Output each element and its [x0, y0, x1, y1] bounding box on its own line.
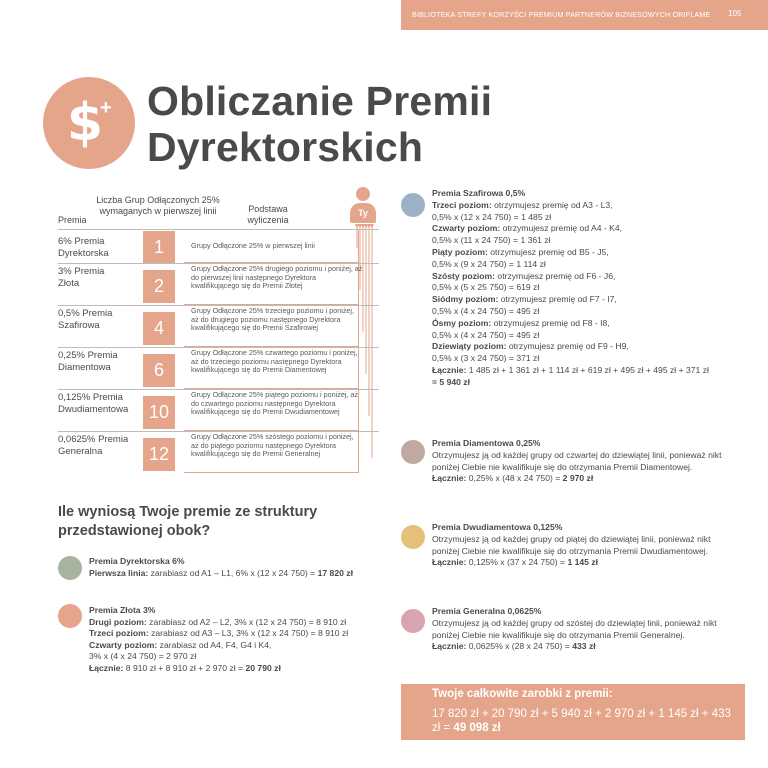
row-name-5: 0,125% Premia Dwudiamentowa: [58, 392, 129, 415]
szafirowa-p7-label: Siódmy poziom:: [432, 294, 499, 305]
row-number-2: 2: [143, 270, 175, 303]
szafirowa-title: Premia Szafirowa 0,5%: [432, 188, 526, 198]
generalna-sum-text: 0,0625% x (28 x 24 750) =: [466, 641, 573, 652]
szafirowa-p8-label: Ósmy poziom:: [432, 317, 492, 328]
szafirowa-p6-label: Szósty poziom:: [432, 270, 496, 281]
szafirowa-p4-label: Czwarty poziom:: [432, 223, 501, 234]
dwudiamentowa-title: Premia Dwudiamentowa 0,125%: [432, 522, 563, 532]
diamentowa-text: Otrzymujesz ją od każdej grupy od czwartej do dziewiątej linii, ponieważ nikt poniżej Ciebie nie kwalifikuje się do otrzymania Premii Diamentowej.: [432, 449, 722, 472]
generalna-text: Otrzymujesz ją od każdej grupy od szóstej do dziewiątej linii, ponieważ nikt poniżej Ciebie nie kwalifikuje się do otrzymania Premii Generalnej.: [432, 617, 717, 640]
row-number-1: 1: [143, 231, 175, 264]
szafirowa-p4-text: otrzymujesz premię od A4 - K4,: [500, 223, 623, 234]
row-number-4: 6: [143, 354, 175, 387]
dwudiamentowa-sum-label: Łącznie:: [432, 557, 467, 568]
dyrektorska-dot: [58, 556, 82, 580]
row-number-3: 4: [143, 312, 175, 345]
szafirowa-p4-calc: 0,5% x (11 x 24 750) = 1 361 zł: [432, 235, 551, 246]
dyrektorska-l1-text: zarabiasz od A1 – L1, 6% x (12 x 24 750) =: [148, 567, 318, 578]
row-desc-3: Grupy Odłączone 25% trzeciego poziomu i poniżej, aż do drugiego poziomu następnego Dyrektora kwalifikującego się do Premii Szafirowej: [191, 306, 355, 333]
dyrektorska-block: [89, 556, 389, 579]
total-formula: [432, 707, 732, 735]
dwudiamentowa-sum-value: 1 145 zł: [567, 557, 599, 568]
total-text: 17 820 zł + 20 790 zł + 5 940 zł + 2 970 zł + 1 145 zł + 433 zł =: [432, 708, 731, 734]
generalna-title: Premia Generalna 0,0625%: [432, 606, 542, 616]
szafirowa-p9-calc: 0,5% x (3 x 24 750) = 371 zł: [432, 353, 540, 364]
szafirowa-p5-text: otrzymujesz premię od B5 - J5,: [487, 246, 609, 257]
zlota-l2-text: zarabiasz od A3 – L3, 3% x (12 x 24 750) = 8 910 zł: [148, 628, 349, 639]
row-desc-1: Grupy Odłączone 25% w pierwszej linii: [191, 241, 315, 250]
title-line-2: Dyrektorskich: [147, 124, 424, 170]
person-icon: [356, 187, 370, 201]
header-text: BIBLIOTEKA STREFY KORZYŚCI PREMIUM PARTNERÓW BIZNESOWYCH ORIFLAME: [412, 10, 711, 19]
col-premia-header: Premia: [58, 215, 87, 225]
szafirowa-p6-calc: 0,5% x (5 x 25 750) = 619 zł: [432, 282, 540, 293]
dyrektorska-l1-value: 17 820 zł: [317, 567, 353, 578]
generalna-dot: [401, 609, 425, 633]
diamentowa-dot: [401, 440, 425, 464]
row-name-3: 0,5% Premia Szafirowa: [58, 308, 113, 331]
szafirowa-p8-calc: 0,5% x (4 x 24 750) = 495 zł: [432, 329, 540, 340]
dwudiamentowa-text: Otrzymujesz ją od każdej grupy od piątej do dziewiątej linii, ponieważ nikt poniżej Ciebie nie kwalifikuje się do otrzymania Premii Dwudiamentowej.: [432, 533, 711, 556]
szafirowa-p3-text: otrzymujesz premię od A3 - L3,: [491, 199, 613, 210]
szafirowa-sum-label: Łącznie:: [432, 364, 467, 375]
row-desc-6: Grupy Odłączone 25% szóstego poziomu i poniżej, aż do piątego poziomu następnego Dyrektora kwalifikującego się do Premii Generalnej: [191, 432, 354, 459]
zlota-sum-label: Łącznie:: [89, 662, 124, 673]
szafirowa-p9-text: otrzymujesz premię od F9 - H9,: [506, 341, 629, 352]
diamentowa-sum-label: Łącznie:: [432, 473, 467, 484]
row-name-2: 3% Premia Złota: [58, 266, 105, 289]
szafirowa-p3-calc: 0,5% x (12 x 24 750) = 1 485 zł: [432, 211, 552, 222]
szafirowa-dot: [401, 193, 425, 217]
dwudiamentowa-sum-text: 0,125% x (37 x 24 750) =: [466, 557, 568, 568]
zlota-title: Premia Złota 3%: [89, 605, 156, 615]
szafirowa-sum-text: 1 485 zł + 1 361 zł + 1 114 zł + 619 zł + 495 zł + 495 zł + 371 zł: [466, 364, 709, 375]
page-number: 105: [728, 9, 742, 18]
title-line-1: Obliczanie Premii: [147, 78, 493, 124]
col-liczba-header: Liczba Grup Odłączonych 25% wymaganych w pierwszej linii: [96, 195, 220, 216]
row-desc-5: Grupy Odłączone 25% piątego poziomu i poniżej, aż do czwartego poziomu następnego Dyrektora kwalifikującego się do Premii Dwudiamentowej: [191, 390, 359, 417]
dwudiamentowa-block: [432, 522, 732, 569]
diamentowa-block: [432, 438, 732, 485]
generalna-sum-label: Łącznie:: [432, 641, 467, 652]
row-desc-2: Grupy Odłączone 25% drugiego poziomu i poniżej, aż do pierwszej linii następnego Dyrektora kwalifikującego się do Premii Złotej: [191, 264, 363, 291]
szafirowa-p5-calc: 0,5% x (9 x 24 750) = 1 114 zł: [432, 258, 546, 269]
szafirowa-p8-text: otrzymujesz premię od F8 - I8,: [491, 317, 610, 328]
row-name-1: 6% Premia Dyrektorska: [58, 236, 109, 259]
diamentowa-title: Premia Diamentowa 0,25%: [432, 438, 541, 448]
zlota-l1-label: Drugi poziom:: [89, 616, 147, 627]
szafirowa-p5-label: Piąty poziom:: [432, 246, 488, 257]
szafirowa-sum-value: = 5 940 zł: [432, 376, 470, 387]
zlota-block: [89, 605, 394, 675]
zlota-l2-label: Trzeci poziom:: [89, 628, 149, 639]
diamentowa-sum-text: 0,25% x (48 x 24 750) =: [466, 473, 563, 484]
row-number-5: 10: [143, 396, 175, 429]
total-title: Twoje całkowite zarobki z premii:: [432, 688, 613, 700]
zlota-sum-value: 20 790 zł: [245, 662, 281, 673]
dollar-plus-icon: $ +: [43, 77, 135, 169]
dyrektorska-title: Premia Dyrektorska 6%: [89, 556, 185, 566]
generalna-sum-value: 433 zł: [572, 641, 596, 652]
person-label: Ty: [350, 203, 376, 223]
szafirowa-p6-text: otrzymujesz premię od F6 - J6,: [495, 270, 616, 281]
question-heading: Ile wyniosą Twoje premie ze struktury przedstawionej obok?: [58, 504, 318, 539]
szafirowa-p7-calc: 0,5% x (4 x 24 750) = 495 zł: [432, 305, 540, 316]
szafirowa-p3-label: Trzeci poziom:: [432, 199, 492, 210]
zlota-l4-text: 3% x (4 x 24 750) = 2 970 zł: [89, 651, 197, 662]
total-value: 49 098 zł: [453, 722, 501, 734]
szafirowa-p7-text: otrzymujesz premię od F7 - I7,: [498, 294, 617, 305]
diamentowa-sum-value: 2 970 zł: [562, 473, 594, 484]
zlota-l3-text: zarabiasz od A4, F4, G4 i K4,: [157, 639, 272, 650]
dwudiamentowa-dot: [401, 525, 425, 549]
zlota-dot: [58, 604, 82, 628]
row-number-6: 12: [143, 438, 175, 471]
szafirowa-block: [432, 188, 742, 389]
row-name-4: 0,25% Premia Diamentowa: [58, 350, 118, 373]
generalna-block: [432, 606, 732, 653]
zlota-l1-text: zarabiasz od A2 – L2, 3% x (12 x 24 750) = 8 910 zł: [146, 616, 347, 627]
szafirowa-p9-label: Dziewiąty poziom:: [432, 341, 507, 352]
col-podstawa-header: Podstawa wyliczenia: [247, 204, 289, 225]
zlota-l3-label: Czwarty poziom:: [89, 639, 158, 650]
zlota-sum-text: 8 910 zł + 8 910 zł + 2 970 zł =: [123, 662, 246, 673]
row-name-6: 0,0625% Premia Generalna: [58, 434, 129, 457]
page-title: [147, 78, 492, 170]
dyrektorska-l1-label: Pierwsza linia:: [89, 567, 149, 578]
row-desc-4: Grupy Odłączone 25% czwartego poziomu i poniżej, aż do trzeciego poziomu następnego Dyrektora kwalifikującego się do Premii Diamentowej: [191, 348, 358, 375]
